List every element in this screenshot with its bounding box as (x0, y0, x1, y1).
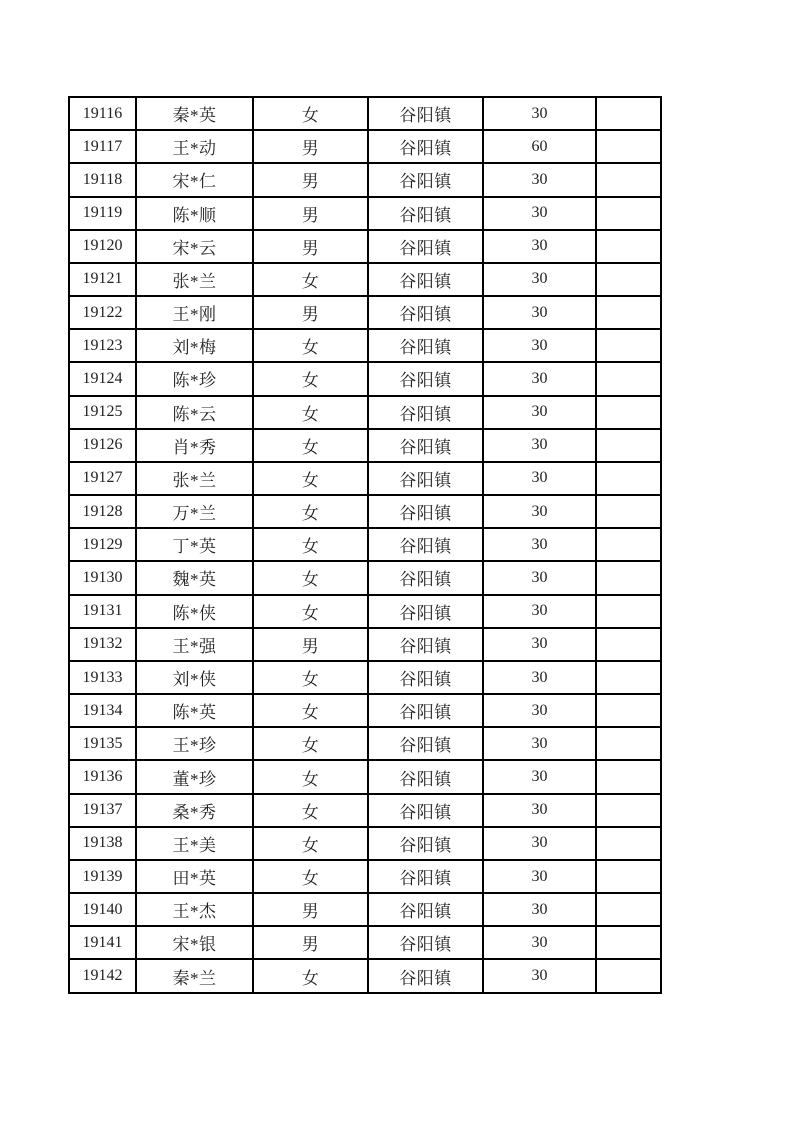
cell-amount: 30 (483, 827, 596, 860)
cell-amount: 30 (483, 329, 596, 362)
table-row (69, 694, 661, 727)
table-row (69, 661, 661, 694)
cell-amount: 30 (483, 495, 596, 528)
cell-note (596, 263, 661, 296)
cell-masked-name: 张*兰 (136, 263, 253, 296)
cell-amount: 30 (483, 561, 596, 594)
cell-gender: 女 (253, 694, 368, 727)
cell-gender: 女 (253, 396, 368, 429)
cell-note (596, 694, 661, 727)
cell-masked-name: 魏*英 (136, 561, 253, 594)
cell-amount: 30 (483, 694, 596, 727)
cell-note (596, 794, 661, 827)
cell-amount: 30 (483, 893, 596, 926)
cell-town: 谷阳镇 (368, 329, 483, 362)
cell-sequence-number: 19116 (69, 97, 136, 130)
cell-amount: 30 (483, 362, 596, 395)
cell-note (596, 959, 661, 993)
cell-sequence-number: 19132 (69, 628, 136, 661)
cell-amount: 30 (483, 628, 596, 661)
cell-town: 谷阳镇 (368, 296, 483, 329)
cell-sequence-number: 19136 (69, 760, 136, 793)
cell-gender: 男 (253, 628, 368, 661)
cell-town: 谷阳镇 (368, 893, 483, 926)
cell-town: 谷阳镇 (368, 163, 483, 196)
cell-gender: 女 (253, 661, 368, 694)
cell-sequence-number: 19129 (69, 528, 136, 561)
cell-amount: 30 (483, 97, 596, 130)
cell-gender: 女 (253, 561, 368, 594)
cell-sequence-number: 19122 (69, 296, 136, 329)
cell-sequence-number: 19139 (69, 860, 136, 893)
table-row (69, 396, 661, 429)
cell-sequence-number: 19126 (69, 429, 136, 462)
cell-sequence-number: 19138 (69, 827, 136, 860)
cell-gender: 女 (253, 329, 368, 362)
cell-gender: 女 (253, 595, 368, 628)
cell-masked-name: 刘*梅 (136, 329, 253, 362)
cell-note (596, 760, 661, 793)
cell-sequence-number: 19140 (69, 893, 136, 926)
cell-gender: 女 (253, 727, 368, 760)
cell-sequence-number: 19131 (69, 595, 136, 628)
table-row (69, 130, 661, 163)
cell-note (596, 163, 661, 196)
cell-town: 谷阳镇 (368, 760, 483, 793)
cell-gender: 女 (253, 959, 368, 993)
cell-town: 谷阳镇 (368, 926, 483, 959)
cell-masked-name: 宋*仁 (136, 163, 253, 196)
cell-gender: 男 (253, 197, 368, 230)
roster-table-body (69, 97, 661, 993)
cell-town: 谷阳镇 (368, 495, 483, 528)
cell-masked-name: 宋*银 (136, 926, 253, 959)
cell-masked-name: 田*英 (136, 860, 253, 893)
cell-gender: 女 (253, 362, 368, 395)
cell-sequence-number: 19141 (69, 926, 136, 959)
cell-town: 谷阳镇 (368, 396, 483, 429)
cell-sequence-number: 19134 (69, 694, 136, 727)
cell-masked-name: 陈*云 (136, 396, 253, 429)
cell-town: 谷阳镇 (368, 595, 483, 628)
table-row (69, 97, 661, 130)
cell-note (596, 727, 661, 760)
cell-gender: 男 (253, 926, 368, 959)
cell-sequence-number: 19123 (69, 329, 136, 362)
cell-town: 谷阳镇 (368, 429, 483, 462)
cell-amount: 30 (483, 926, 596, 959)
cell-town: 谷阳镇 (368, 230, 483, 263)
cell-note (596, 396, 661, 429)
cell-amount: 60 (483, 130, 596, 163)
cell-town: 谷阳镇 (368, 694, 483, 727)
table-row (69, 296, 661, 329)
cell-note (596, 628, 661, 661)
cell-masked-name: 王*杰 (136, 893, 253, 926)
cell-sequence-number: 19135 (69, 727, 136, 760)
table-row (69, 860, 661, 893)
cell-amount: 30 (483, 396, 596, 429)
table-row (69, 561, 661, 594)
cell-amount: 30 (483, 661, 596, 694)
cell-note (596, 97, 661, 130)
table-row (69, 329, 661, 362)
cell-amount: 30 (483, 296, 596, 329)
cell-amount: 30 (483, 163, 596, 196)
cell-note (596, 230, 661, 263)
cell-masked-name: 张*兰 (136, 462, 253, 495)
cell-note (596, 661, 661, 694)
cell-sequence-number: 19133 (69, 661, 136, 694)
cell-sequence-number: 19142 (69, 959, 136, 993)
cell-gender: 女 (253, 827, 368, 860)
table-row (69, 794, 661, 827)
cell-amount: 30 (483, 959, 596, 993)
cell-sequence-number: 19118 (69, 163, 136, 196)
cell-masked-name: 陈*侠 (136, 595, 253, 628)
cell-town: 谷阳镇 (368, 197, 483, 230)
cell-gender: 女 (253, 97, 368, 130)
cell-note (596, 595, 661, 628)
cell-gender: 女 (253, 462, 368, 495)
cell-town: 谷阳镇 (368, 130, 483, 163)
cell-town: 谷阳镇 (368, 661, 483, 694)
cell-note (596, 827, 661, 860)
cell-town: 谷阳镇 (368, 794, 483, 827)
cell-masked-name: 陈*英 (136, 694, 253, 727)
cell-masked-name: 王*珍 (136, 727, 253, 760)
cell-sequence-number: 19128 (69, 495, 136, 528)
cell-town: 谷阳镇 (368, 727, 483, 760)
cell-note (596, 860, 661, 893)
cell-note (596, 462, 661, 495)
cell-town: 谷阳镇 (368, 827, 483, 860)
cell-masked-name: 王*美 (136, 827, 253, 860)
cell-note (596, 429, 661, 462)
cell-masked-name: 王*动 (136, 130, 253, 163)
cell-masked-name: 王*刚 (136, 296, 253, 329)
cell-town: 谷阳镇 (368, 97, 483, 130)
table-row (69, 959, 661, 993)
cell-gender: 女 (253, 495, 368, 528)
cell-masked-name: 刘*侠 (136, 661, 253, 694)
table-row (69, 163, 661, 196)
cell-gender: 男 (253, 230, 368, 263)
cell-amount: 30 (483, 794, 596, 827)
roster-table (68, 96, 662, 994)
cell-amount: 30 (483, 595, 596, 628)
cell-note (596, 296, 661, 329)
cell-amount: 30 (483, 760, 596, 793)
cell-gender: 女 (253, 528, 368, 561)
cell-sequence-number: 19119 (69, 197, 136, 230)
cell-masked-name: 秦*兰 (136, 959, 253, 993)
cell-amount: 30 (483, 860, 596, 893)
cell-sequence-number: 19117 (69, 130, 136, 163)
cell-note (596, 893, 661, 926)
cell-amount: 30 (483, 727, 596, 760)
cell-amount: 30 (483, 197, 596, 230)
cell-town: 谷阳镇 (368, 528, 483, 561)
cell-sequence-number: 19130 (69, 561, 136, 594)
cell-masked-name: 肖*秀 (136, 429, 253, 462)
table-row (69, 362, 661, 395)
cell-note (596, 561, 661, 594)
cell-gender: 女 (253, 429, 368, 462)
cell-gender: 男 (253, 296, 368, 329)
table-row (69, 528, 661, 561)
cell-sequence-number: 19127 (69, 462, 136, 495)
table-row (69, 827, 661, 860)
cell-town: 谷阳镇 (368, 263, 483, 296)
table-row (69, 263, 661, 296)
table-row (69, 197, 661, 230)
cell-masked-name: 丁*英 (136, 528, 253, 561)
cell-town: 谷阳镇 (368, 462, 483, 495)
cell-note (596, 130, 661, 163)
table-row (69, 230, 661, 263)
cell-masked-name: 宋*云 (136, 230, 253, 263)
table-row (69, 429, 661, 462)
cell-masked-name: 万*兰 (136, 495, 253, 528)
cell-note (596, 528, 661, 561)
cell-gender: 女 (253, 794, 368, 827)
cell-note (596, 926, 661, 959)
cell-town: 谷阳镇 (368, 628, 483, 661)
table-row (69, 628, 661, 661)
cell-note (596, 362, 661, 395)
cell-amount: 30 (483, 429, 596, 462)
cell-masked-name: 董*珍 (136, 760, 253, 793)
cell-gender: 女 (253, 860, 368, 893)
table-row (69, 926, 661, 959)
table-row (69, 893, 661, 926)
table-row (69, 727, 661, 760)
table-row (69, 462, 661, 495)
table-row (69, 595, 661, 628)
cell-gender: 女 (253, 760, 368, 793)
cell-amount: 30 (483, 263, 596, 296)
cell-gender: 男 (253, 130, 368, 163)
cell-town: 谷阳镇 (368, 362, 483, 395)
cell-amount: 30 (483, 528, 596, 561)
cell-note (596, 197, 661, 230)
cell-masked-name: 桑*秀 (136, 794, 253, 827)
table-row (69, 495, 661, 528)
cell-masked-name: 陈*顺 (136, 197, 253, 230)
cell-gender: 男 (253, 893, 368, 926)
cell-masked-name: 陈*珍 (136, 362, 253, 395)
cell-gender: 女 (253, 263, 368, 296)
cell-town: 谷阳镇 (368, 561, 483, 594)
cell-sequence-number: 19124 (69, 362, 136, 395)
cell-town: 谷阳镇 (368, 959, 483, 993)
cell-sequence-number: 19121 (69, 263, 136, 296)
cell-masked-name: 王*强 (136, 628, 253, 661)
cell-note (596, 495, 661, 528)
cell-amount: 30 (483, 462, 596, 495)
cell-sequence-number: 19120 (69, 230, 136, 263)
cell-town: 谷阳镇 (368, 860, 483, 893)
cell-sequence-number: 19137 (69, 794, 136, 827)
cell-amount: 30 (483, 230, 596, 263)
cell-note (596, 329, 661, 362)
table-row (69, 760, 661, 793)
cell-sequence-number: 19125 (69, 396, 136, 429)
cell-gender: 男 (253, 163, 368, 196)
cell-masked-name: 秦*英 (136, 97, 253, 130)
